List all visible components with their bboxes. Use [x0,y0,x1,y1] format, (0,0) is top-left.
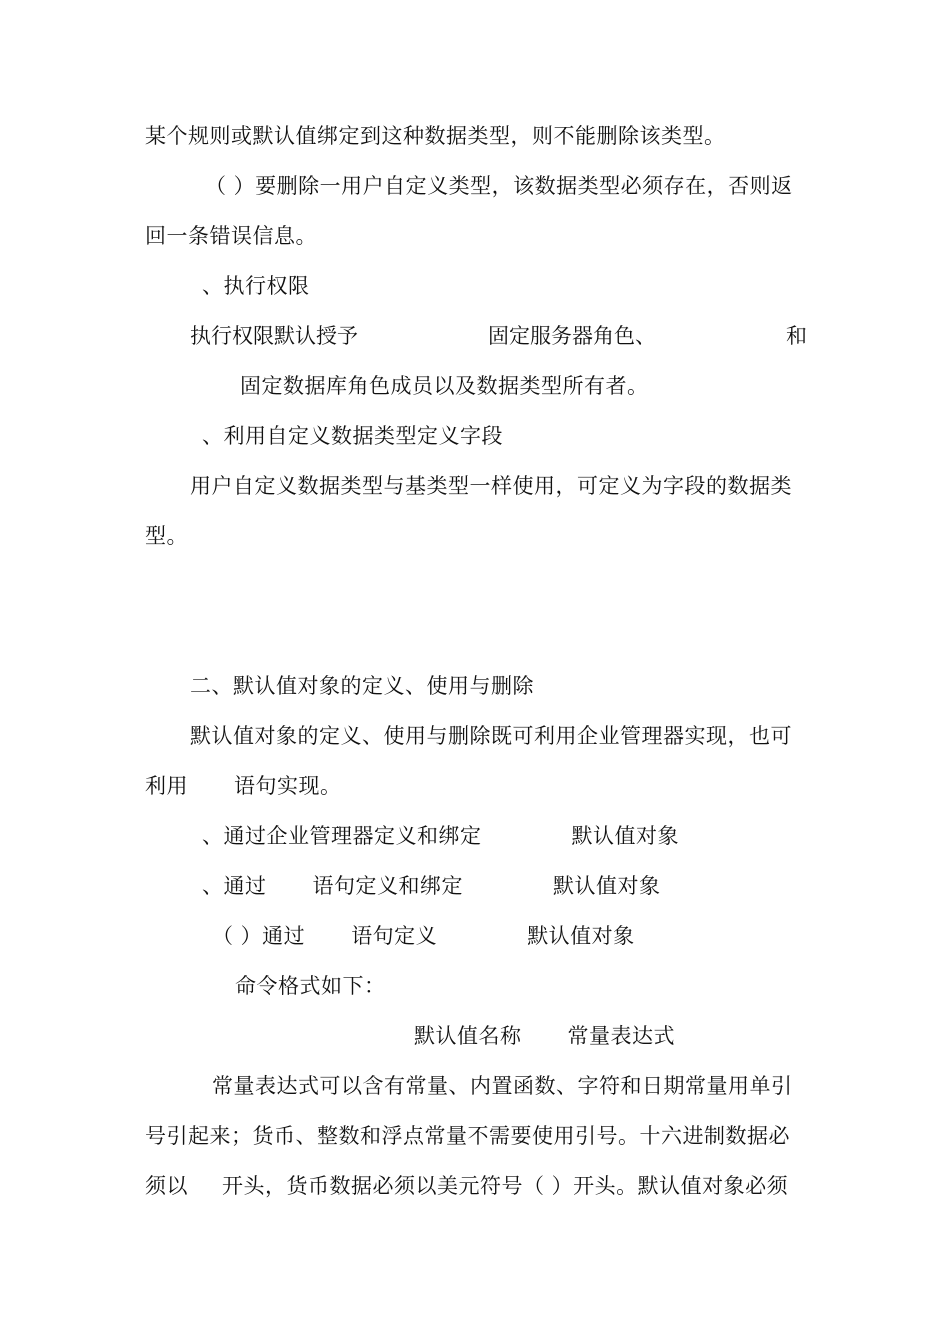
paragraph-line: 固定数据库角色成员以及数据类型所有者。 [240,374,649,398]
section-heading [202,872,661,900]
text-run: 、通过 [202,874,267,898]
text-run: 默认值对象 [527,924,635,948]
paragraph-line: 命令格式如下： [235,974,386,998]
text-run: 语句实现。 [234,774,342,798]
paragraph-line: 回一条错误信息。 [145,224,317,248]
syntax-line [414,1022,675,1050]
text-run: 语句定义和绑定 [312,874,463,898]
text-run: 执行权限默认授予 [190,324,358,348]
text-run: 默认值名称 [414,1024,522,1048]
paragraph-line: 常量表达式可以含有常量、内置函数、字符和日期常量用单引 [212,1074,793,1098]
text-run: 固定服务器角色、 [488,324,656,348]
text-run: 开头，货币数据必须以美元符号（ ）开头。默认值对象必须 [222,1174,789,1198]
section-heading [212,922,635,950]
text-run: 、通过企业管理器定义和绑定 [202,824,482,848]
text-run: 默认值对象 [553,874,661,898]
paragraph-line: 某个规则或默认值绑定到这种数据类型，则不能删除该类型。 [145,124,726,148]
paragraph-line: 默认值对象的定义、使用与删除既可利用企业管理器实现，也可 [190,724,792,748]
text-run: 常量表达式 [567,1024,675,1048]
paragraph-line: 型。 [145,524,188,548]
text-run: 利用 [145,774,188,798]
text-run: 和 [786,324,807,348]
paragraph-line [190,322,807,350]
section-heading [202,822,679,850]
paragraph-line [145,772,342,800]
text-run: 须以 [145,1174,188,1198]
section-heading: 、执行权限 [202,274,310,298]
text-run: 语句定义 [351,924,438,948]
text-run: （ ）通过 [212,924,306,948]
text-run: 默认值对象 [571,824,679,848]
paragraph-line: （ ）要删除一用户自定义类型，该数据类型必须存在，否则返 [205,174,793,198]
section-heading: 、利用自定义数据类型定义字段 [202,424,503,448]
paragraph-line: 用户自定义数据类型与基类型一样使用，可定义为字段的数据类 [190,474,792,498]
paragraph-line: 号引起来；货币、整数和浮点常量不需要使用引号。十六进制数据必 [145,1124,790,1148]
paragraph-line [145,1172,788,1200]
section-heading: 二、默认值对象的定义、使用与删除 [190,674,534,698]
